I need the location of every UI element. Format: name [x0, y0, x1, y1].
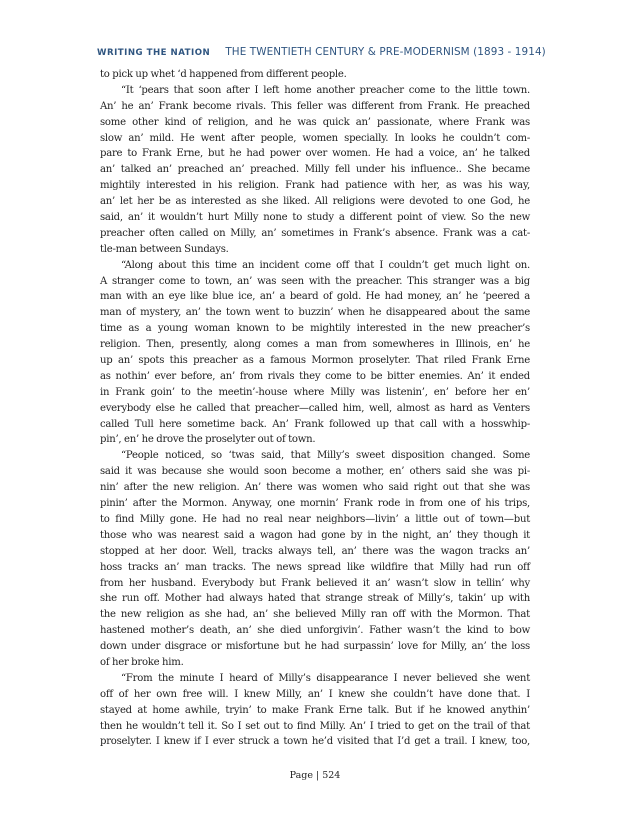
text-line: an’ talked an’ preached an’ preached. Milly fell under his influence.. She became [100, 164, 530, 176]
text-line: A stranger come to town, an’ was seen with the preacher. This stranger was a big [100, 275, 530, 287]
text-line: “Along about this time an incident come off that I couldn’t get much light on. [121, 259, 530, 271]
series-title: WRITING THE NATION [97, 48, 211, 58]
text-line: from her husband. Everybody but Frank believed it an’ wasn’t slow in tellin’ why [100, 577, 530, 589]
text-line: pin’, en’ he drove the proselyter out of town. [100, 434, 316, 446]
text-line: stopped at her door. Well, tracks always tell, an’ there was the wagon tracks an’ [100, 545, 530, 557]
text-line: those who was nearest said a wagon had gone by in the night, an’ they though it [100, 529, 530, 541]
text-line: then he wouldn’t tell it. So I set out to find Milly. An’ I tried to get on the trail of that [100, 720, 530, 732]
text-line: pinin’ after the Mormon. Anyway, one mornin’ Frank rode in from one of his trips, [100, 498, 530, 510]
text-line: man of mystery, an’ the town went to buzzin’ when he disappeared about the same [100, 307, 530, 319]
text-line: An’ he an’ Frank become rivals. This feller was different from Frank. He preached [100, 100, 530, 112]
text-line: stayed at home awhile, tryin’ to make Frank Erne talk. But if he knowed anythin’ [100, 704, 530, 716]
text-line: some other kind of religion, and he was quick an’ passionate, where Frank was [100, 116, 530, 128]
text-line: down under disgrace or misfortune but he had surpassin’ love for Milly, an’ the loss [100, 641, 530, 653]
text-line: called Tull here sometime back. An’ Frank followed up that call with a hosswhip- [100, 418, 530, 430]
text-line: hoss tracks an’ man tracks. The news spread like wildfire that Milly had run off [100, 561, 530, 573]
text-line: religion. Then, presently, along comes a man from somewheres in Illinois, en’ he [100, 339, 530, 351]
page-footer [0, 770, 630, 781]
text-line: slow an’ mild. He went after people, women specially. In looks he couldn’t com- [100, 132, 530, 144]
body-text [100, 67, 530, 750]
text-line: tle-man between Sundays. [100, 243, 229, 255]
text-line: man with an eye like blue ice, an’ a beard of gold. He had money, an’ he ‘peered a [100, 291, 530, 303]
text-line: said, an’ it wouldn’t hurt Milly none to study a different point of view. So the new [100, 212, 530, 224]
text-line: preacher often called on Milly, an’ sometimes in Frank’s absence. Frank was a cat- [100, 227, 530, 239]
running-header [97, 40, 546, 59]
text-line: as nothin’ ever before, an’ from rivals they come to be bitter enemies. An’ it ended [100, 370, 530, 382]
text-line: “It ‘pears that soon after I left home another preacher come to the little town. [121, 84, 530, 96]
text-line: she run off. Mother had always hated that strange streak of Milly’s, takin’ up with [100, 593, 530, 605]
text-line: of her broke him. [100, 656, 184, 668]
text-line: pare to Frank Erne, but he had power over women. He had a voice, an’ he talked [100, 148, 530, 160]
text-line: to pick up whet ‘d happened from different people. [100, 69, 347, 80]
text-line: time as a young woman known to be mightily interested in the new preacher’s [100, 323, 530, 335]
text-line: up an’ spots this preacher as a famous Mormon proselyter. That riled Frank Erne [100, 355, 530, 367]
text-line: proselyter. I knew if I ever struck a town he’d visited that I’d get a trail. I knew, too, [100, 736, 530, 748]
text-line: off of her own free will. I knew Milly, an’ I knew she couldn’t have done that. I [100, 688, 530, 700]
text-line: “From the minute I heard of Milly’s disappearance I never believed she went [121, 672, 530, 684]
text-line: said it was because she would soon become a mother, en’ others said she was pi- [100, 466, 530, 478]
text-line: in Frank goin’ to the meetin’-house where Milly was listenin’, en’ before her en’ [100, 386, 530, 398]
text-line: “People noticed, so ‘twas said, that Milly’s sweet disposition changed. Some [121, 450, 530, 462]
text-line: the new religion as she had, an’ she believed Milly ran off with the Mormon. That [100, 609, 530, 621]
chapter-title: THE TWENTIETH CENTURY & PRE-MODERNISM (1893 - 1914) [225, 46, 546, 58]
text-line: nin’ after the new religion. An’ there was women who said right out that she was [100, 482, 530, 494]
text-line: hastened mother’s death, an’ she died unforgivin’. Father wasn’t the kind to bow [100, 625, 530, 637]
text-line: an’ let her be as interested as she liked. All religions were devoted to one God, he [100, 196, 530, 208]
text-line: mightily interested in his religion. Frank had patience with her, as was his way, [100, 180, 530, 192]
text-line: to find Milly gone. He had no real near neighbors—livin’ a little out of town—but [100, 513, 530, 525]
page-number: Page | 524 [289, 770, 341, 781]
text-line: everybody else he called that preacher—called him, well, almost as hard as Venters [100, 402, 530, 414]
